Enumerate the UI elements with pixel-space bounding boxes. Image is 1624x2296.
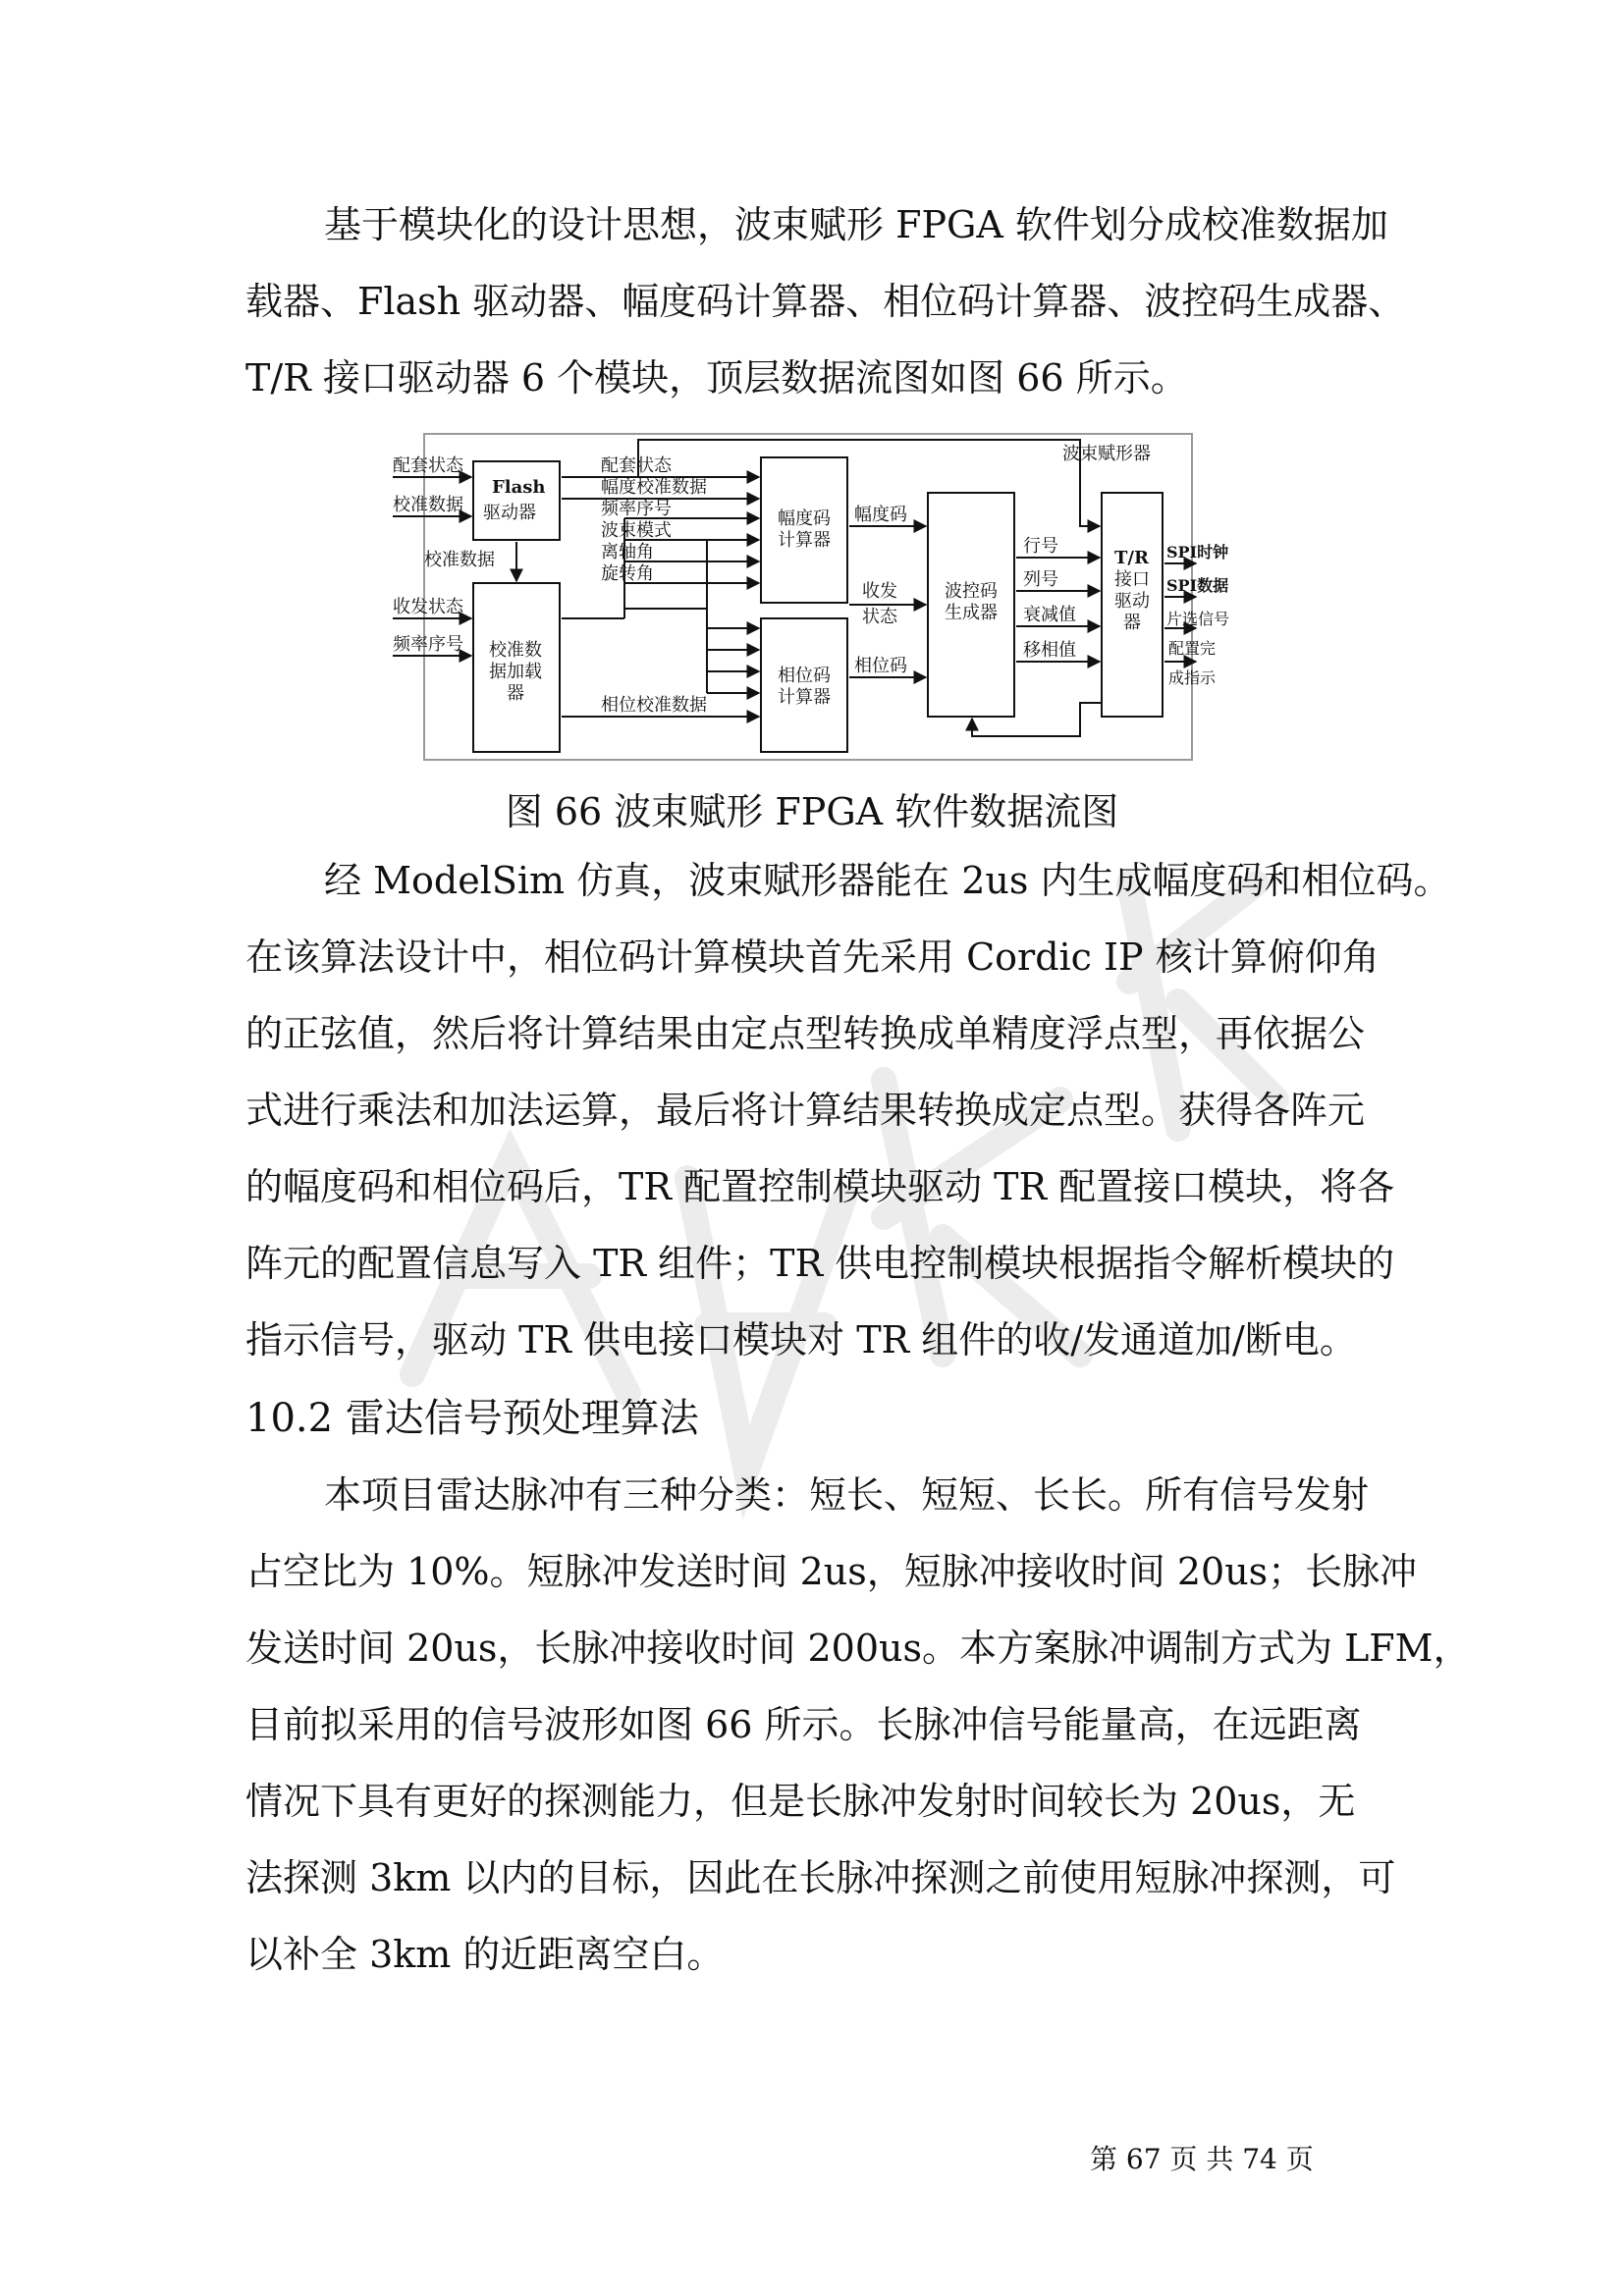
signal-label: 幅度码 <box>854 505 907 525</box>
text-line: 载器、Flash 驱动器、幅度码计算器、相位码计算器、波控码生成器、 <box>245 280 1406 323</box>
outer-label: 波束赋形器 <box>1062 444 1151 464</box>
text-line: 基于模块化的设计思想，波束赋形 FPGA 软件划分成校准数据加 <box>324 203 1388 246</box>
text-line: 的正弦值，然后将计算结果由定点型转换成单精度浮点型，再依据公 <box>245 1012 1366 1055</box>
signal-label: 相位码 <box>854 656 907 676</box>
signal-label: 列号 <box>1023 569 1058 590</box>
signal-label: 波束模式 <box>601 520 672 541</box>
signal-label: 配套状态 <box>601 455 672 476</box>
text-line: 指示信号，驱动 TR 供电接口模块对 TR 组件的收/发通道加/断电。 <box>245 1318 1357 1362</box>
flash-block <box>473 461 560 540</box>
paragraph-radar-pulse <box>245 1457 1471 1993</box>
signal-label: 幅度校准数据 <box>601 477 707 498</box>
signal-label: 频率序号 <box>601 499 672 519</box>
signal-label: SPI数据 <box>1166 576 1229 595</box>
loader-block-label: 据加载 <box>489 662 542 682</box>
signal-label: 移相值 <box>1023 640 1076 661</box>
signal-label: SPI时钟 <box>1166 543 1229 561</box>
text-line: 阵元的配置信息写入 TR 组件；TR 供电控制模块根据指令解析模块的 <box>245 1242 1395 1285</box>
signal-label: 旋转角 <box>601 563 654 584</box>
signal-label: 衰减值 <box>1023 605 1076 625</box>
text-line: 以补全 3km 的近距离空白。 <box>245 1933 725 1976</box>
text-line: 占空比为 10%。短脉冲发送时间 2us，短脉冲接收时间 20us；长脉冲 <box>245 1550 1418 1593</box>
text-line: 法探测 3km 以内的目标，因此在长脉冲探测之前使用短脉冲探测，可 <box>245 1856 1396 1899</box>
text-line: 发送时间 20us，长脉冲接收时间 200us。本方案脉冲调制方式为 LFM， <box>245 1627 1471 1670</box>
signal-label: 片选信号 <box>1166 610 1230 628</box>
text-line: 本项目雷达脉冲有三种分类：短长、短短、长长。所有信号发射 <box>324 1473 1370 1517</box>
signal-label: 配套状态 <box>393 455 463 476</box>
loader-block-label: 器 <box>507 683 524 704</box>
text-line: T/R 接口驱动器 6 个模块，顶层数据流图如图 66 所示。 <box>245 356 1188 400</box>
signal-label: 相位校准数据 <box>601 695 707 716</box>
signal-label: 成指示 <box>1168 668 1217 687</box>
wavectrl-block-label: 生成器 <box>945 603 998 623</box>
signal-label: 频率序号 <box>393 634 463 655</box>
flash-block-label: 驱动器 <box>483 503 536 523</box>
phase-block-label: 计算器 <box>778 687 831 708</box>
page-footer: 第 67 页 共 74 页 <box>1090 2143 1314 2175</box>
loader-block-label: 校准数 <box>489 640 542 661</box>
phase-block-label: 相位码 <box>778 666 831 686</box>
tr-block-label: 接口 <box>1114 569 1150 590</box>
dataflow-diagram <box>393 432 1230 766</box>
wavectrl-block-label: 波控码 <box>945 581 998 602</box>
tr-block-label: 器 <box>1123 613 1141 633</box>
signal-label: 离轴角 <box>601 542 654 562</box>
figure-caption: 图 66 波束赋形 FPGA 软件数据流图 <box>505 790 1119 833</box>
signal-label: 配置完 <box>1168 639 1217 658</box>
signal-label: 行号 <box>1023 536 1058 557</box>
text-line: 在该算法设计中，相位码计算模块首先采用 Cordic IP 核计算俯仰角 <box>245 935 1380 979</box>
signal-label: 校准数据 <box>393 495 463 515</box>
text-line: 情况下具有更好的探测能力，但是长脉冲发射时间较长为 20us，无 <box>245 1780 1356 1823</box>
section-heading: 10.2 雷达信号预处理算法 <box>245 1396 699 1441</box>
tr-block-label: 驱动 <box>1114 591 1150 612</box>
amp-block-label: 幅度码 <box>778 508 831 529</box>
text-line: 经 ModelSim 仿真，波束赋形器能在 2us 内生成幅度码和相位码。 <box>324 859 1451 902</box>
signal-label: 收发状态 <box>393 597 463 617</box>
text-line: 式进行乘法和加法运算，最后将计算结果转换成定点型。获得各阵元 <box>245 1089 1366 1132</box>
tr-block-label: T/R <box>1114 548 1149 568</box>
signal-label: 收发 <box>862 581 897 602</box>
paragraph-intro <box>245 187 1406 416</box>
signal-label: 校准数据 <box>424 550 495 570</box>
signal-label: 状态 <box>862 607 897 627</box>
flash-block-label: Flash <box>492 477 546 498</box>
amp-block-label: 计算器 <box>778 530 831 551</box>
text-line: 目前拟采用的信号波形如图 66 所示。长脉冲信号能量高，在远距离 <box>245 1703 1362 1746</box>
paragraph-simulation <box>245 842 1451 1378</box>
text-line: 的幅度码和相位码后，TR 配置控制模块驱动 TR 配置接口模块，将各 <box>245 1165 1395 1208</box>
